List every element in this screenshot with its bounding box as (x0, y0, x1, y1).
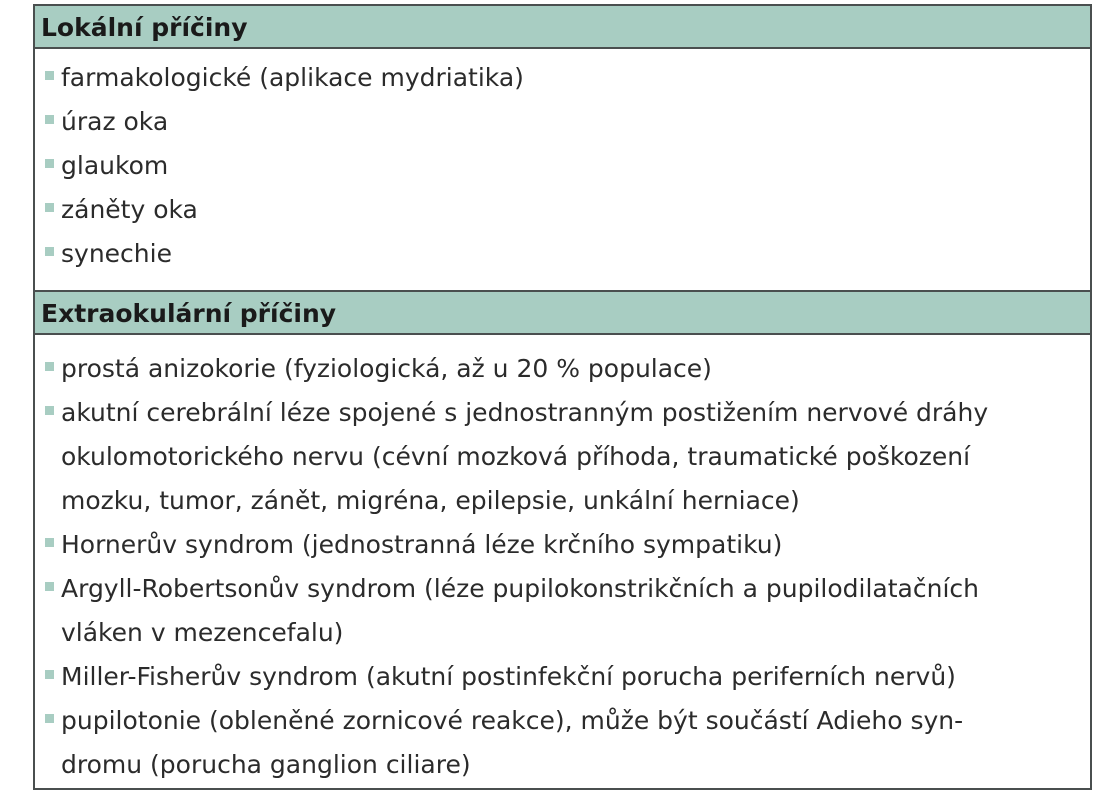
causes-table (33, 4, 1092, 790)
list-item (35, 56, 1090, 100)
item-text: farmakologické (aplikace mydriatika) (61, 63, 524, 92)
bullet-icon (45, 582, 54, 591)
bullet-icon (45, 71, 54, 80)
item-text: prostá anizokorie (fyziologická, až u 20 % populace) (61, 354, 712, 383)
section-header-local: Lokální příčiny (35, 6, 1090, 49)
list-item (35, 655, 1090, 699)
bullet-icon (45, 159, 54, 168)
item-text-line: dromu (porucha ganglion ciliare) (61, 750, 471, 779)
list-item (35, 567, 1090, 655)
item-text-line: akutní cerebrální léze spojené s jednostranným postižením nervové dráhy (61, 398, 989, 427)
list-item (35, 391, 1090, 523)
item-text-line: vláken v mezencefalu) (61, 618, 344, 647)
item-text: Miller-Fisherův syndrom (akutní postinfekční porucha periferních nervů) (61, 662, 956, 691)
list-item (35, 232, 1090, 276)
bullet-icon (45, 203, 54, 212)
item-text-line: Argyll-Robertsonův syndrom (léze pupilokonstrikčních a pupilodilatačních (61, 574, 979, 603)
item-text-line: pupilotonie (obleněné zornicové reakce), může být součástí Adieho syn- (61, 706, 964, 735)
list-item (35, 144, 1090, 188)
bullet-icon (45, 362, 54, 371)
item-text: synechie (61, 239, 172, 268)
local-causes-list (35, 49, 1090, 290)
bullet-icon (45, 538, 54, 547)
list-item (35, 347, 1090, 391)
item-text: glaukom (61, 151, 169, 180)
extraocular-causes-list (35, 335, 1090, 791)
bullet-icon (45, 406, 54, 415)
bullet-icon (45, 670, 54, 679)
item-text-line: okulomotorického nervu (cévní mozková příhoda, traumatické poškození (61, 442, 971, 471)
list-item (35, 188, 1090, 232)
item-text: Hornerův syndrom (jednostranná léze krčního sympatiku) (61, 530, 783, 559)
item-text: úraz oka (61, 107, 169, 136)
list-item (35, 699, 1090, 787)
item-text: záněty oka (61, 195, 198, 224)
bullet-icon (45, 115, 54, 124)
section-header-extraocular: Extraokulární příčiny (35, 290, 1090, 335)
bullet-icon (45, 714, 54, 723)
item-text-line: mozku, tumor, zánět, migréna, epilepsie, unkální herniace) (61, 486, 800, 515)
list-item (35, 100, 1090, 144)
bullet-icon (45, 247, 54, 256)
list-item (35, 523, 1090, 567)
